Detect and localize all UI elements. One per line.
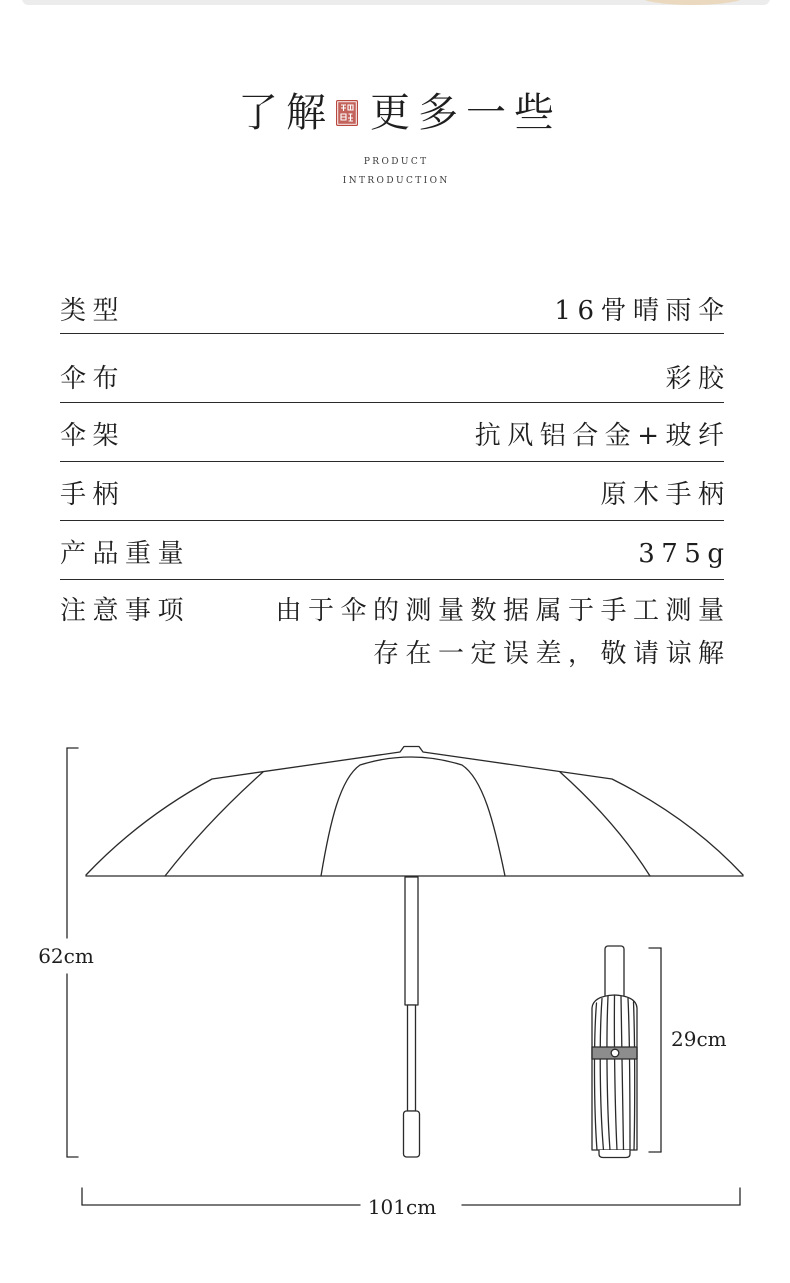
canopy-rib-right — [560, 772, 650, 876]
spec-label: 产品重量 — [60, 539, 191, 569]
note-line-1: 由于伞的测量数据属于手工测量 — [275, 596, 731, 626]
spec-row-note — [60, 580, 731, 676]
height-dimension-bracket — [38, 748, 94, 1157]
subtitle-introduction: INTRODUCTION — [342, 176, 450, 186]
spec-value: 彩胶 — [665, 364, 731, 394]
canopy-rib-left — [165, 772, 263, 876]
width-dimension-bracket — [82, 1188, 740, 1219]
spec-value: 原木手柄 — [600, 480, 731, 510]
spec-value: 375g — [638, 539, 731, 569]
spec-label: 伞布 — [60, 364, 126, 394]
folded-umbrella-drawing — [592, 946, 637, 1158]
spec-label: 伞架 — [60, 421, 126, 451]
spec-table — [60, 290, 731, 676]
spec-row-fabric — [60, 334, 731, 403]
shaft-upper — [405, 877, 418, 1005]
seal-stamp-icon — [336, 100, 358, 126]
spec-value: 抗风铝合金+玻纤 — [474, 421, 731, 451]
spec-value: 16骨晴雨伞 — [554, 296, 731, 326]
spec-row-handle — [60, 462, 731, 521]
umbrella-dimension-diagram — [0, 720, 790, 1240]
canopy-center-panel — [321, 757, 505, 876]
umbrella-handle — [404, 1111, 420, 1157]
open-umbrella-drawing — [86, 747, 743, 1158]
title-left-text: 了解 — [238, 90, 334, 136]
shaft-lower — [408, 1005, 416, 1111]
spec-row-frame — [60, 403, 731, 462]
spec-row-weight — [60, 521, 731, 580]
folded-tip — [599, 1150, 630, 1158]
note-text — [275, 590, 730, 676]
folded-length-label: 29cm — [671, 1027, 727, 1051]
spec-label: 类型 — [60, 296, 126, 326]
spec-label: 手柄 — [60, 480, 126, 510]
subtitle-product: PRODUCT — [363, 157, 429, 167]
spec-row-type — [60, 290, 731, 334]
open-height-label: 62cm — [38, 944, 94, 968]
canopy-outline — [86, 747, 743, 876]
open-diameter-label: 101cm — [367, 1195, 437, 1219]
folded-length-bracket — [649, 948, 727, 1152]
note-label: 注意事项 — [60, 596, 191, 626]
strap-button-icon — [611, 1049, 619, 1057]
note-line-2: 存在一定误差，敬请谅解 — [372, 639, 731, 669]
folded-handle — [605, 946, 624, 998]
title-right-text: 更多一些 — [370, 90, 562, 136]
